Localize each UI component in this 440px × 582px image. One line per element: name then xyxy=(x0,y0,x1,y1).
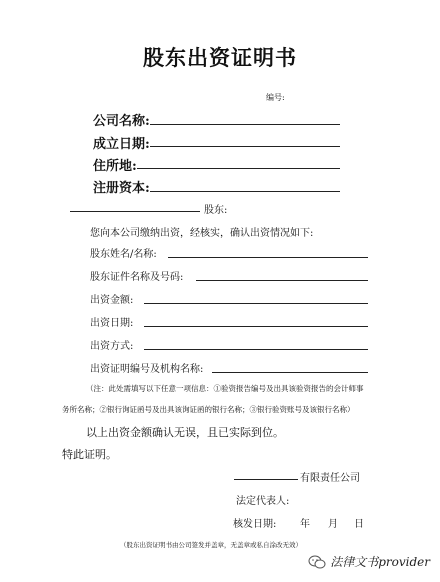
registered-capital-blank xyxy=(150,191,340,192)
issue-day: 日 xyxy=(354,519,364,530)
company-name-blank xyxy=(150,124,340,125)
shareholder-suffix: 股东: xyxy=(204,205,228,216)
special-text: 特此证明。 xyxy=(62,448,117,461)
shareholder-name-label: 股东姓名/名称: xyxy=(90,249,157,260)
capital-date-label: 出资日期: xyxy=(90,318,134,329)
footer-note: （股东出资证明书由公司签发并盖章，无盖章或私自涂改无效） xyxy=(120,541,302,549)
legal-rep-label: 法定代表人: xyxy=(236,496,290,507)
capital-method-blank xyxy=(144,349,368,350)
address-blank xyxy=(137,168,340,169)
watermark xyxy=(308,553,430,570)
capital-date-blank xyxy=(144,326,368,327)
founding-date-blank xyxy=(150,146,340,147)
note-line-2: 务所名称；②银行询证函号及出具该询证函的银行名称；③银行验资账号及该银行名称） xyxy=(62,405,355,414)
registered-capital-label: 注册资本: xyxy=(93,181,150,196)
watermark-text: 法律文书provider xyxy=(330,555,430,569)
shareholder-name-blank xyxy=(168,257,368,258)
address-label: 住所地: xyxy=(93,159,137,174)
intro-text: 您向本公司缴纳出资，经核实，确认出资情况如下: xyxy=(90,228,314,239)
capital-amount-blank xyxy=(144,303,368,304)
company-suffix: 有限责任公司 xyxy=(300,473,360,484)
confirm-text: 以上出资金额确认无误，且已实际到位。 xyxy=(86,426,284,439)
certificate-number-blank xyxy=(212,372,368,373)
issue-year: 年 xyxy=(300,519,310,530)
wechat-icon xyxy=(308,555,326,569)
company-name-label: 公司名称: xyxy=(93,114,150,129)
certificate-number-label: 出资证明编号及机构名称: xyxy=(90,364,204,375)
capital-method-label: 出资方式: xyxy=(90,341,134,352)
note-line-1: （注：此处需填写以下任意一项信息：①验资报告编号及出具该验资报告的会计师事 xyxy=(86,384,364,393)
document-title: 股东出资证明书 xyxy=(143,45,297,70)
shareholder-blank xyxy=(70,211,200,212)
issue-month: 月 xyxy=(328,519,338,530)
capital-amount-label: 出资金额: xyxy=(90,295,134,306)
serial-number-label: 编号: xyxy=(266,93,285,102)
founding-date-label: 成立日期: xyxy=(93,137,150,152)
shareholder-id-label: 股东证件名称及号码: xyxy=(90,272,184,283)
company-name-sign-blank xyxy=(234,479,298,480)
shareholder-id-blank xyxy=(196,280,368,281)
issue-date-label: 核发日期: xyxy=(233,519,277,530)
